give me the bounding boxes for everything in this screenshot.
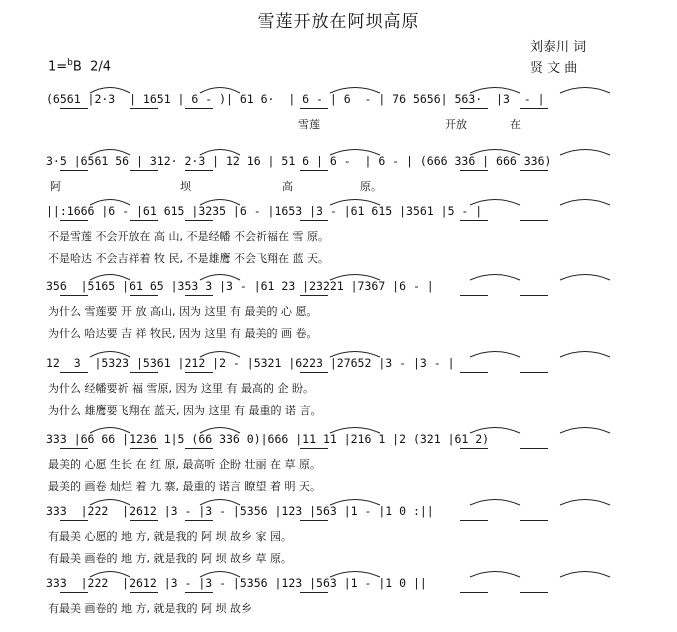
lyric-line: 阿	[50, 180, 61, 193]
music-system	[0, 352, 677, 417]
beam-underline	[185, 520, 213, 521]
beam-underline	[300, 295, 328, 296]
lyric-line: 为什么 哈达要 吉 祥 牧民, 因为 这里 有 最美的 画 卷。	[48, 327, 318, 340]
lyric-line: 有最美 画卷的 地 方, 就是我的 阿 坝 故乡 草 原。	[48, 552, 292, 565]
beam-underline	[520, 295, 548, 296]
lyric-line: 为什么 雪莲要 开 放 高山, 因为 这里 有 最美的 心 愿。	[48, 305, 318, 318]
beam-underline	[520, 448, 548, 449]
beam-underline	[60, 592, 88, 593]
key-signature	[48, 58, 111, 74]
beam-underline	[300, 592, 328, 593]
time-signature: 2/4	[90, 59, 111, 75]
beam-underline	[130, 220, 158, 221]
beam-underline	[60, 448, 88, 449]
beam-underline	[520, 108, 548, 109]
key-note: B	[72, 59, 82, 75]
slur-arcs	[0, 496, 677, 506]
beam-underline	[460, 220, 488, 221]
music-system	[0, 428, 677, 493]
music-system	[0, 500, 677, 565]
beam-underline	[130, 592, 158, 593]
beam-underline	[185, 295, 213, 296]
notation-line: (6561 |2·3 | 1651 | 6 - )| 61 6· | 6 - | 6 - | 76 5656| 563· |3 - |	[46, 92, 545, 106]
music-system	[0, 275, 677, 340]
beam-underline	[520, 170, 548, 171]
beam-underline	[520, 220, 548, 221]
beam-underline	[130, 295, 158, 296]
lyric-line: 开放	[445, 118, 467, 131]
lyric-line: 有最美 画卷的 地 方, 就是我的 阿 坝 故乡	[48, 602, 252, 615]
lyricist-credit: 刘泰川 词	[530, 40, 587, 55]
beam-underline	[460, 108, 488, 109]
lyric-line: 为什么 经幡要祈 福 雪原, 因为 这里 有 最高的 企 盼。	[48, 382, 314, 395]
slur-arcs	[0, 568, 677, 578]
beam-underline	[300, 170, 328, 171]
notation-line: 333 |66 66 |1236 1|5 (66 336 0)|666 |11 11 |216 1 |2 (321 |61 2)	[46, 432, 490, 446]
key-prefix: 1=	[48, 59, 68, 75]
beam-underline	[300, 220, 328, 221]
beam-underline	[60, 108, 88, 109]
beam-underline	[185, 372, 213, 373]
composer-credit: 贤 文 曲	[530, 61, 578, 76]
lyric-line: 有最美 心愿的 地 方, 就是我的 阿 坝 故乡 家 园。	[48, 530, 292, 543]
beam-underline	[460, 170, 488, 171]
beam-underline	[300, 108, 328, 109]
beam-underline	[460, 372, 488, 373]
slur-arcs	[0, 348, 677, 358]
beam-underline	[185, 448, 213, 449]
beam-underline	[130, 108, 158, 109]
beam-underline	[60, 295, 88, 296]
notation-line: ||:1666 |6 - |61 615 |3235 |6 - |1653 |3 - |61 615 |3561 |5 - |	[46, 204, 483, 218]
lyric-line: 原。	[360, 180, 382, 193]
flat-sign: b	[67, 58, 73, 68]
beam-underline	[460, 592, 488, 593]
beam-underline	[185, 170, 213, 171]
beam-underline	[460, 520, 488, 521]
lyric-line: 不是哈达 不会吉祥着 牧 民, 不是雄鹰 不会飞翔在 蓝 天。	[48, 252, 329, 265]
slur-arcs	[0, 196, 677, 206]
notation-line: 356 |5165 |61 65 |353 3 |3 - |61 23 |23221 |7367 |6 - |	[46, 279, 434, 293]
lyric-line: 高	[282, 180, 293, 193]
music-system	[0, 572, 677, 632]
beam-underline	[60, 372, 88, 373]
notation-line: 333 |222 |2612 |3 - |3 - |5356 |123 |563 |1 - |1 0 :||	[46, 504, 434, 518]
beam-underline	[130, 170, 158, 171]
page-title: 雪莲开放在阿坝高原	[257, 12, 420, 32]
beam-underline	[130, 372, 158, 373]
notation-line: 3·5 |6561 56 | 312· 2·3 | 12 16 | 51 6 | 6 - | 6 - | (666 336 | 666 336)	[46, 154, 552, 168]
beam-underline	[300, 372, 328, 373]
beam-underline	[185, 108, 213, 109]
notation-line: 333 |222 |2612 |3 - |3 - |5356 |123 |563 |1 - |1 0 ||	[46, 576, 427, 590]
beam-underline	[185, 592, 213, 593]
notation-line: 12 3 |5323 |5361 |212 |2 - |5321 |6223 |27652 |3 - |3 - |	[46, 356, 455, 370]
beam-underline	[460, 448, 488, 449]
beam-underline	[300, 448, 328, 449]
slur-arcs	[0, 424, 677, 434]
lyric-line: 坝	[180, 180, 191, 193]
lyric-line: 最美的 画卷 灿烂 着 九 寨, 最重的 诺言 瞭望 着 明 天。	[48, 480, 321, 493]
slur-arcs	[0, 84, 677, 94]
beam-underline	[460, 295, 488, 296]
beam-underline	[520, 592, 548, 593]
beam-underline	[300, 520, 328, 521]
beam-underline	[520, 372, 548, 373]
lyric-line: 在	[510, 118, 521, 131]
music-system	[0, 200, 677, 265]
lyric-line: 不是雪莲 不会开放在 高 山, 不是经幡 不会祈福在 雪 原。	[48, 230, 329, 243]
beam-underline	[60, 520, 88, 521]
lyric-line: 雪莲	[298, 118, 320, 131]
beam-underline	[130, 520, 158, 521]
lyric-line: 最美的 心愿 生长 在 红 原, 最高听 企盼 壮丽 在 草 原。	[48, 458, 321, 471]
beam-underline	[185, 220, 213, 221]
slur-arcs	[0, 271, 677, 281]
beam-underline	[60, 220, 88, 221]
beam-underline	[60, 170, 88, 171]
music-system	[0, 88, 677, 148]
beam-underline	[520, 520, 548, 521]
lyric-line: 为什么 雄鹰要飞翔在 蓝天, 因为 这里 有 最重的 诺 言。	[48, 404, 322, 417]
slur-arcs	[0, 146, 677, 156]
beam-underline	[130, 448, 158, 449]
